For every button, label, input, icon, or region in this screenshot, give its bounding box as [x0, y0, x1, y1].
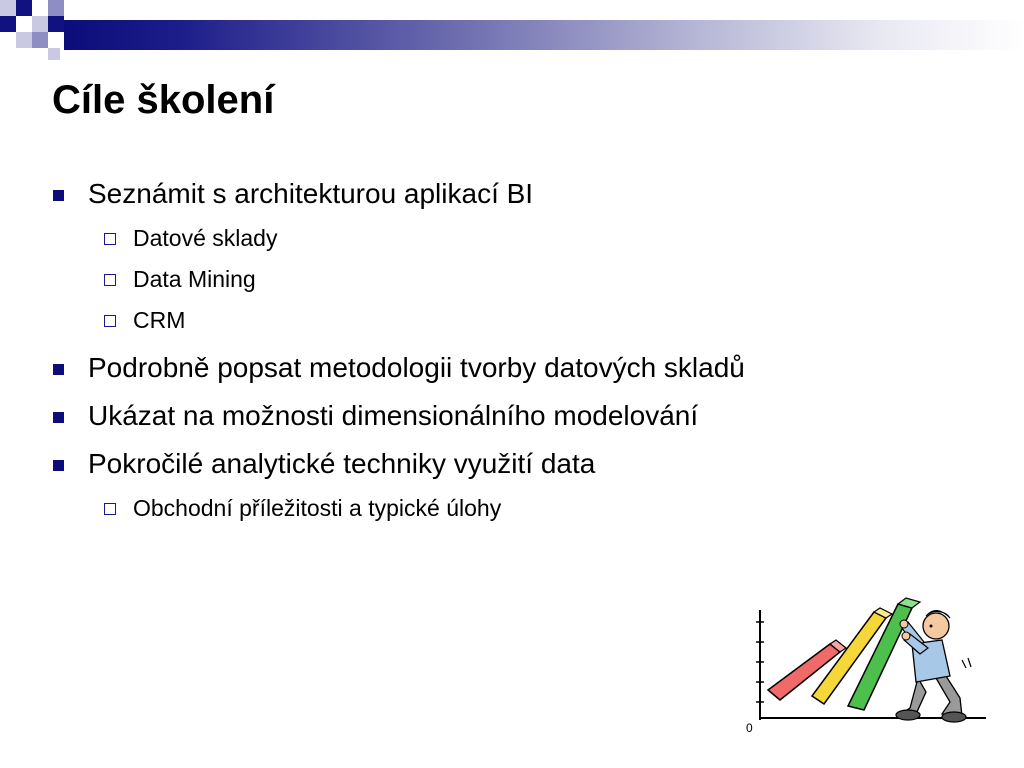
decor-square-dark — [16, 0, 32, 16]
decor-square-dark — [48, 16, 64, 32]
header-gradient-band — [64, 20, 1024, 50]
decor-square-mid — [48, 0, 64, 16]
decor-square-light — [48, 48, 60, 60]
bullet-item — [52, 440, 1002, 488]
square-bullet-icon — [53, 190, 64, 201]
clipart-axis-zero: 0 — [746, 721, 753, 735]
decor-square-light — [0, 0, 16, 16]
square-bullet-icon — [53, 412, 64, 423]
decor-square-light — [32, 16, 48, 32]
person-pushing-bars-clipart — [736, 592, 986, 742]
decor-square-dark — [0, 16, 16, 32]
sub-bullet-text: Data Mining — [133, 266, 256, 292]
bullet-item — [52, 170, 1002, 218]
clipart-effort-line — [968, 658, 971, 667]
clipart-person-shoe — [942, 712, 966, 722]
bullet-text: Ukázat na možnosti dimensionálního modelování — [88, 400, 699, 431]
decor-square-light — [16, 32, 32, 48]
bullet-text: Pokročilé analytické techniky využití data — [88, 448, 596, 479]
decor-square-mid — [32, 32, 48, 48]
sub-bullet-text: Obchodní příležitosti a typické úlohy — [133, 495, 502, 521]
hollow-square-bullet-icon — [104, 274, 116, 286]
clipart-person-head — [923, 613, 949, 639]
bullet-text: Podrobně popsat metodologii tvorby datových skladů — [88, 352, 745, 383]
bullet-item — [52, 344, 1002, 392]
bullet-item — [52, 392, 1002, 440]
hollow-square-bullet-icon — [104, 315, 116, 327]
sub-bullet-item — [52, 259, 1002, 300]
clipart-person-leg — [936, 676, 962, 716]
square-bullet-icon — [53, 364, 64, 375]
sub-bullet-text: Datové sklady — [133, 225, 278, 251]
sub-bullet-item — [52, 488, 1002, 529]
sub-bullet-text: CRM — [133, 307, 186, 333]
sub-bullet-item — [52, 218, 1002, 259]
slide-title: Cíle školení — [52, 78, 275, 122]
bullet-list — [52, 170, 1002, 529]
clipart-person-shoe — [896, 710, 920, 720]
clipart-person-hand — [902, 632, 910, 640]
hollow-square-bullet-icon — [104, 503, 116, 515]
clipart-person-leg — [904, 678, 926, 714]
clipart-person-eye — [930, 625, 933, 628]
bullet-text: Seznámit s architekturou aplikací BI — [88, 178, 534, 209]
clipart-effort-line — [962, 660, 966, 668]
clipart-person-hand — [900, 620, 908, 628]
hollow-square-bullet-icon — [104, 233, 116, 245]
square-bullet-icon — [53, 460, 64, 471]
sub-bullet-item — [52, 300, 1002, 341]
